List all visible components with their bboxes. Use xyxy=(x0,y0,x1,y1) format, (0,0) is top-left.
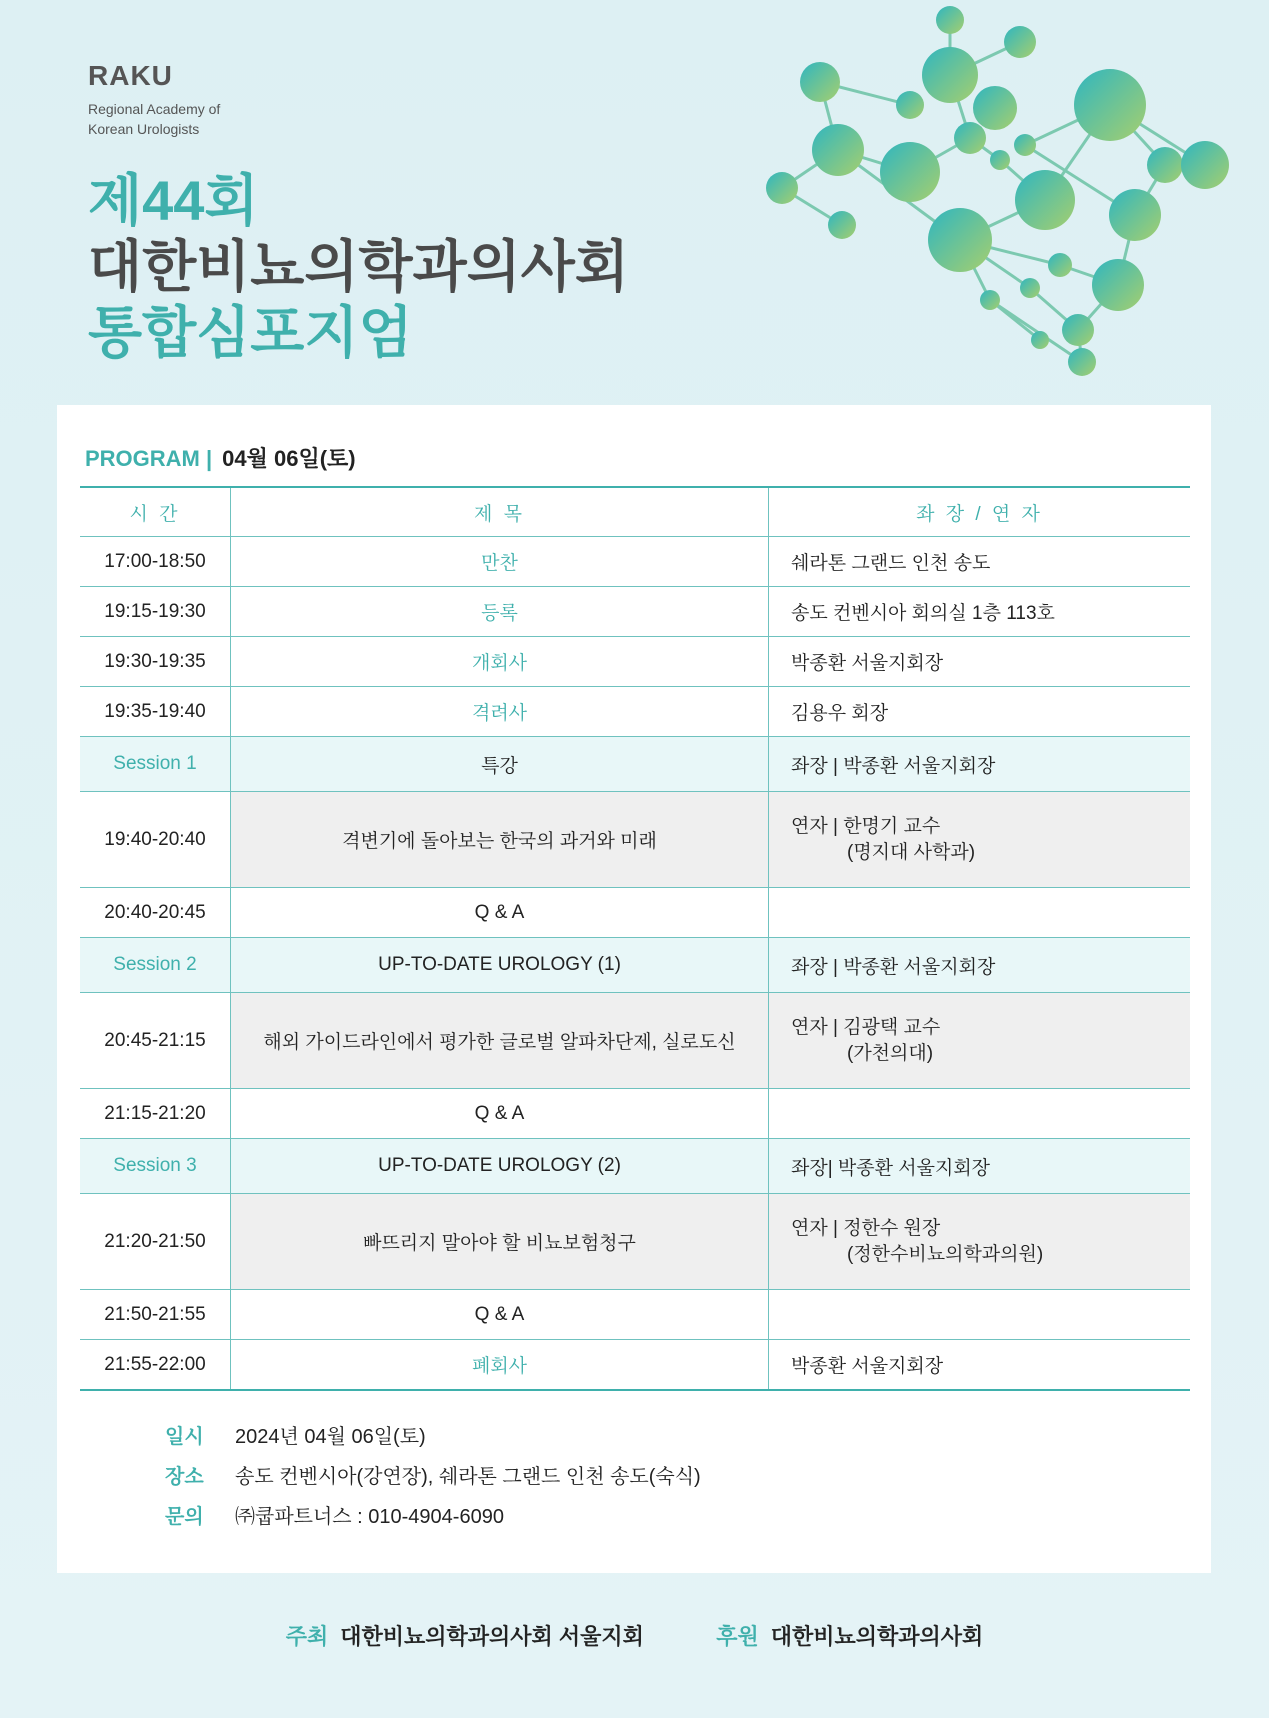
header xyxy=(0,0,1269,400)
column-header-time: 시 간 xyxy=(80,487,231,537)
session-chair: 좌장 | 박종환 서울지회장 xyxy=(769,938,1191,993)
row-person: 김용우 회장 xyxy=(769,687,1191,737)
event-info xyxy=(165,1417,701,1537)
session-chair: 좌장 | 박종환 서울지회장 xyxy=(769,737,1191,792)
program-heading xyxy=(85,442,356,473)
row-title: 격려사 xyxy=(231,687,769,737)
sponsor-label: 후원 xyxy=(716,1624,759,1649)
session-label: Session 2 xyxy=(80,938,231,993)
row-person xyxy=(769,888,1191,938)
row-time: 21:55-22:00 xyxy=(80,1340,231,1391)
info-place-row xyxy=(165,1457,701,1497)
info-place-value: 송도 컨벤시아(강연장), 쉐라톤 그랜드 인천 송도(숙식) xyxy=(235,1466,701,1488)
row-time: 21:15-21:20 xyxy=(80,1089,231,1139)
row-person: 쉐라톤 그랜드 인천 송도 xyxy=(769,537,1191,587)
row-title: 폐회사 xyxy=(231,1340,769,1391)
logo-subtitle-line-1: Regional Academy of xyxy=(88,101,221,117)
logo-subtitle xyxy=(88,99,288,139)
session-row xyxy=(80,737,1190,792)
row-time: 19:15-19:30 xyxy=(80,587,231,637)
info-date-value: 2024년 04월 06일(토) xyxy=(235,1426,426,1448)
column-header-person: 좌 장 / 연 자 xyxy=(769,487,1191,537)
talk-row xyxy=(80,993,1190,1089)
row-time: 20:45-21:15 xyxy=(80,993,231,1089)
table-header-row xyxy=(80,487,1190,537)
table-row xyxy=(80,1340,1190,1391)
title-organization: 대한비뇨의학과의사회 xyxy=(88,235,629,298)
row-person: 박종환 서울지회장 xyxy=(769,637,1191,687)
logo-name: RAKU xyxy=(88,60,173,91)
speaker-affiliation: (명지대 사학과) xyxy=(847,841,976,863)
talk-speaker xyxy=(769,792,1191,888)
speaker-name: 연자 | 한명기 교수 xyxy=(791,815,941,837)
row-person: 박종환 서울지회장 xyxy=(769,1340,1191,1391)
info-contact-label: 문의 xyxy=(165,1506,204,1528)
talk-title: 해외 가이드라인에서 평가한 글로벌 알파차단제, 실로도신 xyxy=(231,993,769,1089)
session-title: 특강 xyxy=(231,737,769,792)
speaker-name: 연자 | 김광택 교수 xyxy=(791,1016,941,1038)
footer xyxy=(0,1620,1269,1651)
row-title: 만찬 xyxy=(231,537,769,587)
column-header-title: 제 목 xyxy=(231,487,769,537)
session-title: UP-TO-DATE UROLOGY (2) xyxy=(231,1139,769,1194)
row-person: 송도 컨벤시아 회의실 1층 113호 xyxy=(769,587,1191,637)
session-title: UP-TO-DATE UROLOGY (1) xyxy=(231,938,769,993)
info-date-label: 일시 xyxy=(165,1426,204,1448)
program-date: 04월 06일(토) xyxy=(222,446,356,471)
row-title: Q & A xyxy=(231,1089,769,1139)
session-chair: 좌장| 박종환 서울지회장 xyxy=(769,1139,1191,1194)
info-date-row xyxy=(165,1417,701,1457)
session-row xyxy=(80,1139,1190,1194)
talk-row xyxy=(80,792,1190,888)
sponsor-value: 대한비뇨의학과의사회 xyxy=(770,1624,984,1649)
row-person xyxy=(769,1089,1191,1139)
session-label: Session 1 xyxy=(80,737,231,792)
talk-row xyxy=(80,1194,1190,1290)
program-card xyxy=(57,405,1211,1573)
talk-title: 격변기에 돌아보는 한국의 과거와 미래 xyxy=(231,792,769,888)
molecule-graphic xyxy=(760,0,1240,390)
session-row xyxy=(80,938,1190,993)
speaker-name: 연자 | 정한수 원장 xyxy=(791,1217,941,1239)
row-title: Q & A xyxy=(231,888,769,938)
info-place-label: 장소 xyxy=(165,1466,204,1488)
logo-subtitle-line-2: Korean Urologists xyxy=(88,121,200,137)
host-value: 대한비뇨의학과의사회 서울지회 xyxy=(340,1624,644,1649)
title-edition: 제44회 xyxy=(88,169,259,232)
row-title: 등록 xyxy=(231,587,769,637)
row-time: 19:30-19:35 xyxy=(80,637,231,687)
table-row xyxy=(80,687,1190,737)
row-time: 19:40-20:40 xyxy=(80,792,231,888)
talk-speaker xyxy=(769,993,1191,1089)
title-event: 통합심포지엄 xyxy=(88,301,413,364)
row-person xyxy=(769,1290,1191,1340)
speaker-affiliation: (정한수비뇨의학과의원) xyxy=(847,1243,1044,1265)
row-time: 20:40-20:45 xyxy=(80,888,231,938)
host-label: 주최 xyxy=(285,1624,329,1649)
session-label: Session 3 xyxy=(80,1139,231,1194)
table-row xyxy=(80,637,1190,687)
table-row xyxy=(80,888,1190,938)
talk-title: 빠뜨리지 말아야 할 비뇨보험청구 xyxy=(231,1194,769,1290)
talk-speaker xyxy=(769,1194,1191,1290)
program-table xyxy=(80,486,1190,1391)
table-row xyxy=(80,1290,1190,1340)
row-title: Q & A xyxy=(231,1290,769,1340)
row-time: 21:20-21:50 xyxy=(80,1194,231,1290)
info-contact-row xyxy=(165,1497,701,1537)
row-time: 17:00-18:50 xyxy=(80,537,231,587)
row-title: 개회사 xyxy=(231,637,769,687)
info-contact-value: ㈜쿱파트너스 : 010-4904-6090 xyxy=(235,1506,504,1528)
speaker-affiliation: (가천의대) xyxy=(847,1042,934,1064)
table-row xyxy=(80,537,1190,587)
row-time: 19:35-19:40 xyxy=(80,687,231,737)
row-time: 21:50-21:55 xyxy=(80,1290,231,1340)
program-label: PROGRAM | xyxy=(85,446,213,471)
table-row xyxy=(80,587,1190,637)
table-row xyxy=(80,1089,1190,1139)
event-title xyxy=(88,168,629,366)
